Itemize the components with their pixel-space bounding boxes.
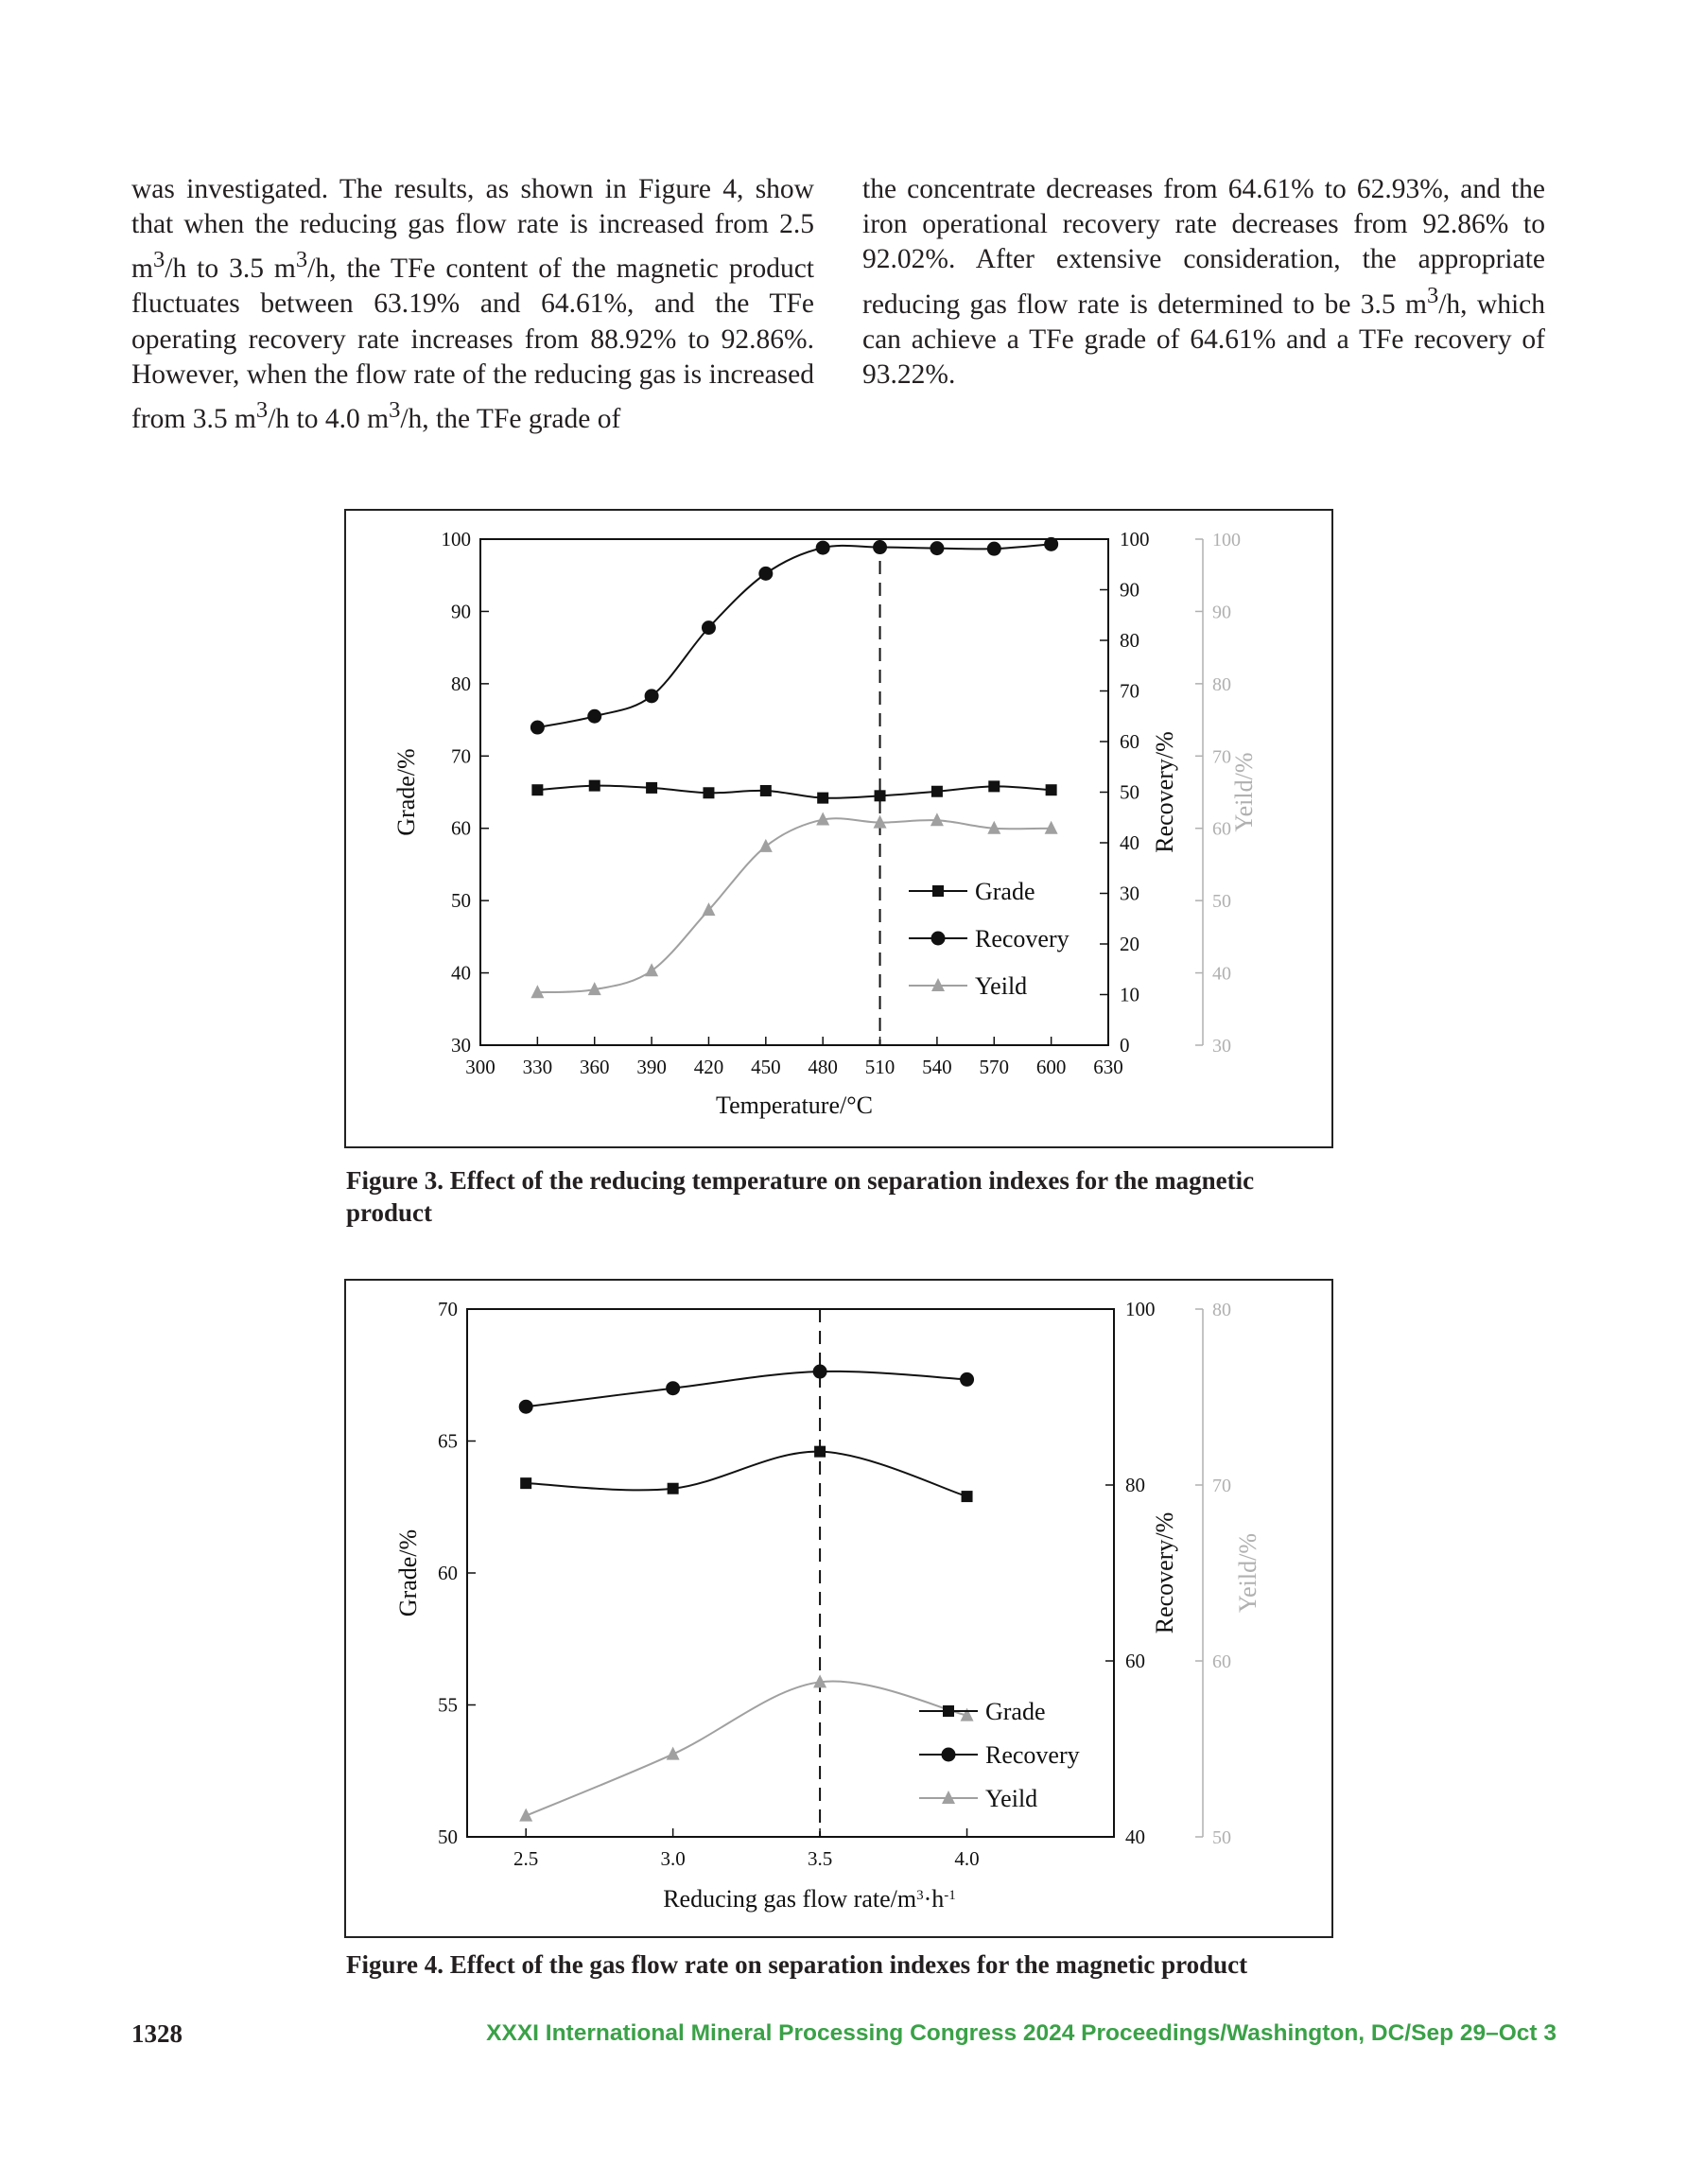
recovery-axis-tick-label: 60 xyxy=(1120,730,1139,753)
yield-axis-label: Yeild/% xyxy=(1234,1532,1261,1614)
grade-series-line xyxy=(526,1452,966,1496)
grade-axis-tick-label: 55 xyxy=(438,1693,458,1717)
recovery-marker xyxy=(702,620,716,635)
yield-axis-tick-label: 80 xyxy=(1212,1300,1231,1320)
yield-series-line xyxy=(537,818,1051,992)
text-run: was investigated. The results, as shown in Figure 4, show that when the reducing gas flow rate is increased from 2.5 m xyxy=(131,174,814,285)
recovery-marker xyxy=(816,541,830,555)
x-tick-label: 3.0 xyxy=(660,1847,686,1870)
grade-axis-tick-label: 60 xyxy=(438,1562,458,1584)
grade-marker xyxy=(931,786,943,797)
text-run: /h, which can achieve a TFe grade of 64.61% and a TFe recovery of 93.22%. xyxy=(862,288,1545,390)
x-tick-label: 540 xyxy=(922,1056,952,1078)
superscript: 3 xyxy=(1426,282,1439,308)
recovery-marker xyxy=(930,541,944,555)
x-axis-label xyxy=(663,1885,956,1913)
grade-marker xyxy=(932,885,944,897)
body-text-left-column xyxy=(131,172,814,437)
yield-axis-tick-label: 90 xyxy=(1212,602,1231,623)
grade-axis-tick-label: 80 xyxy=(451,672,471,695)
text-run: /h, the TFe content of the magnetic product fluctuates between 63.19% and 64.61%, and the TFe operating recovery rate increases from 88.92% to 92.86%. However, when the flow rate of the reducing gas is increased from 3.5 m xyxy=(131,253,814,434)
x-axis-label-part: ·h xyxy=(923,1885,945,1913)
yield-axis-tick-label: 100 xyxy=(1212,530,1241,550)
yield-axis-tick-label: 50 xyxy=(1212,1827,1231,1848)
recovery-axis-tick-label: 30 xyxy=(1120,882,1139,905)
x-axis-label: Temperature/°C xyxy=(716,1092,873,1119)
grade-marker xyxy=(520,1477,531,1489)
recovery-axis-tick-label: 100 xyxy=(1120,528,1150,550)
recovery-marker xyxy=(931,932,946,946)
yield-marker xyxy=(759,839,773,852)
paragraph xyxy=(131,172,814,437)
recovery-series-line xyxy=(537,544,1051,727)
grade-axis-tick-label: 90 xyxy=(451,600,471,623)
grade-axis-tick-label: 40 xyxy=(451,961,471,985)
recovery-axis-tick-label: 0 xyxy=(1120,1034,1130,1057)
recovery-marker xyxy=(530,721,545,735)
grade-marker xyxy=(943,1705,954,1717)
x-tick-label: 3.5 xyxy=(807,1847,833,1870)
grade-marker xyxy=(988,780,1000,792)
yield-axis-tick-label: 70 xyxy=(1212,746,1231,768)
recovery-axis-tick-label: 80 xyxy=(1125,1474,1145,1496)
grade-axis-tick-label: 100 xyxy=(441,528,471,550)
figure-3 xyxy=(344,509,1333,1148)
grade-axis-tick-label: 50 xyxy=(451,889,471,913)
figure-3-chart xyxy=(346,511,1331,1146)
conference-footer: XXXI International Mineral Processing Congress 2024 Proceedings/Washington, DC/Sep 29–Oct 3 xyxy=(486,2020,1557,2046)
grade-marker xyxy=(875,790,886,801)
superscript: 3 xyxy=(152,247,165,273)
x-tick-label: 2.5 xyxy=(513,1847,539,1870)
x-tick-label: 630 xyxy=(1093,1056,1123,1078)
grade-axis-tick-label: 30 xyxy=(451,1034,471,1057)
legend-label: Recovery xyxy=(975,925,1070,952)
grade-axis-tick-label: 65 xyxy=(438,1429,458,1453)
recovery-axis-label: Recovery/% xyxy=(1151,1511,1178,1634)
grade-axis-tick-label: 70 xyxy=(451,744,471,768)
yield-axis-tick-label: 30 xyxy=(1212,1036,1231,1057)
recovery-marker xyxy=(987,542,1001,556)
figure-4 xyxy=(344,1279,1333,1938)
yield-marker xyxy=(667,1747,680,1760)
yield-marker xyxy=(1045,821,1058,834)
yield-axis-tick-label: 40 xyxy=(1212,963,1231,985)
superscript: 3 xyxy=(295,247,308,273)
figure-4-chart xyxy=(346,1281,1331,1936)
recovery-axis-tick-label: 50 xyxy=(1120,780,1139,804)
yield-axis-tick-label: 70 xyxy=(1212,1476,1231,1496)
recovery-axis-tick-label: 40 xyxy=(1125,1826,1145,1848)
paragraph xyxy=(862,172,1545,393)
recovery-marker xyxy=(960,1372,974,1387)
recovery-series-line xyxy=(526,1372,966,1406)
figure-3-caption: Figure 3. Effect of the reducing temperature on separation indexes for the magnetic product xyxy=(346,1166,1255,1227)
grade-axis-tick-label: 60 xyxy=(451,816,471,840)
recovery-marker xyxy=(666,1381,680,1395)
grade-axis-tick-label: 70 xyxy=(438,1298,458,1320)
x-tick-label: 390 xyxy=(636,1056,667,1078)
recovery-marker xyxy=(873,540,887,554)
grade-marker xyxy=(668,1483,679,1494)
grade-axis-label: Grade/% xyxy=(394,1529,422,1617)
grade-marker xyxy=(814,1446,826,1458)
x-tick-label: 510 xyxy=(864,1056,896,1078)
recovery-axis-tick-label: 20 xyxy=(1120,933,1139,955)
superscript: 3 xyxy=(389,397,401,424)
plot-frame xyxy=(480,539,1108,1045)
page-number: 1328 xyxy=(131,2019,183,2048)
legend-label: Grade xyxy=(985,1698,1046,1725)
text-run: /h, the TFe grade of xyxy=(400,403,621,434)
recovery-axis-tick-label: 70 xyxy=(1120,679,1139,703)
x-tick-label: 4.0 xyxy=(954,1847,980,1870)
text-run: the concentrate decreases from 64.61% to 62.93%, and the iron operational recovery rate decreases from 92.86% to 92.02%. After extensive consideration, the appropriate reducing gas flow rate is determined to be 3.5 m xyxy=(862,174,1545,320)
yield-axis-label: Yeild/% xyxy=(1230,752,1258,832)
recovery-axis-tick-label: 40 xyxy=(1120,831,1139,854)
grade-marker xyxy=(1046,784,1057,795)
grade-marker xyxy=(646,782,657,794)
x-tick-label: 480 xyxy=(808,1056,838,1078)
yield-axis-tick-label: 60 xyxy=(1212,1651,1231,1672)
grade-marker xyxy=(531,784,543,795)
x-tick-label: 570 xyxy=(979,1056,1010,1078)
yield-axis-tick-label: 60 xyxy=(1212,818,1231,840)
recovery-axis-tick-label: 60 xyxy=(1125,1650,1145,1672)
grade-marker xyxy=(589,780,600,792)
x-tick-label: 420 xyxy=(693,1056,724,1078)
grade-axis-label: Grade/% xyxy=(392,748,420,836)
recovery-marker xyxy=(1044,537,1058,551)
grade-marker xyxy=(760,785,772,796)
x-axis-label-superscript: 3 xyxy=(916,1888,924,1903)
x-tick-label: 300 xyxy=(465,1056,496,1078)
recovery-marker xyxy=(645,689,659,703)
yield-series-line xyxy=(526,1681,966,1815)
grade-marker xyxy=(817,793,828,804)
figure-4-caption: Figure 4. Effect of the gas flow rate on separation indexes for the magnetic product xyxy=(346,1950,1248,1979)
recovery-axis-tick-label: 100 xyxy=(1125,1298,1156,1320)
body-text-right-column xyxy=(862,172,1545,393)
recovery-marker xyxy=(813,1365,827,1379)
x-tick-label: 360 xyxy=(579,1056,610,1078)
recovery-axis-tick-label: 80 xyxy=(1120,629,1139,652)
recovery-marker xyxy=(587,709,601,724)
text-run: /h to 3.5 m xyxy=(165,253,296,285)
yield-marker xyxy=(645,963,658,976)
x-axis-label-part: Reducing gas flow rate/m xyxy=(663,1885,917,1913)
x-axis-label-superscript: -1 xyxy=(944,1888,956,1903)
legend-label: Grade xyxy=(975,878,1035,905)
yield-axis-tick-label: 80 xyxy=(1212,673,1231,695)
recovery-marker xyxy=(942,1748,956,1762)
legend-label: Yeild xyxy=(975,972,1028,1000)
yield-axis-tick-label: 50 xyxy=(1212,891,1231,913)
x-tick-label: 330 xyxy=(522,1056,553,1078)
grade-series-line xyxy=(537,786,1051,798)
recovery-axis-tick-label: 90 xyxy=(1120,578,1139,602)
x-tick-label: 450 xyxy=(751,1056,781,1078)
recovery-marker xyxy=(519,1400,533,1414)
legend-label: Yeild xyxy=(985,1785,1038,1812)
grade-marker xyxy=(703,787,714,798)
x-tick-label: 600 xyxy=(1035,1056,1067,1078)
recovery-axis-tick-label: 10 xyxy=(1120,983,1139,1006)
legend-label: Recovery xyxy=(985,1741,1080,1769)
recovery-axis-label: Recovery/% xyxy=(1151,731,1178,853)
recovery-marker xyxy=(758,567,773,581)
superscript: 3 xyxy=(255,397,269,424)
text-run: /h to 4.0 m xyxy=(268,403,390,434)
grade-marker xyxy=(962,1491,973,1502)
grade-axis-tick-label: 50 xyxy=(438,1826,458,1848)
